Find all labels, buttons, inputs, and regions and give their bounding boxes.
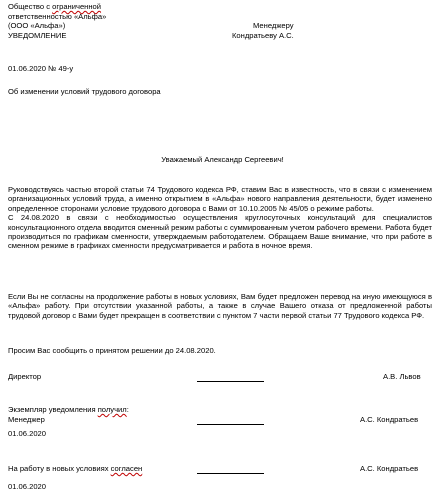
agreement-signature-line xyxy=(197,473,264,474)
recipient-name: Кондратьеву А.С. xyxy=(232,31,294,40)
recipient-title: Менеджеру xyxy=(253,21,294,30)
org-line-1: Общество с ограниченной xyxy=(8,2,102,11)
employee-title: Менеджер xyxy=(8,415,45,424)
receipt-date: 01.06.2020 xyxy=(8,429,47,438)
director-title: Директор xyxy=(8,372,42,381)
document-type: УВЕДОМЛЕНИЕ xyxy=(8,31,67,40)
copy-received-label: Экземпляр уведомления получил: xyxy=(8,405,129,414)
employee-signature-line xyxy=(197,424,264,425)
agreement-date: 01.06.2020 xyxy=(8,482,47,491)
org-line-2: ответственностью «Альфа» xyxy=(8,12,107,21)
paragraph-refusal: Если Вы не согласны на продолжение работы в новых условиях, Вам будет предложен перевод на иную имеющуюся в «Альфа» работу. При отсутствии указанной работы, а также в случае Вашего отказа от предложенной работы трудовой договор с Вами будет прекращен в соответствии с пунктом 7 части первой статьи 77 Трудового кодекса РФ. xyxy=(8,292,432,320)
employee-name: А.С. Кондратьев xyxy=(360,415,419,424)
paragraph-legal-basis: Руководствуясь частью второй статьи 74 Трудового кодекса РФ, ставим Вас в известность, что в связи с изменением организационных условий труда, а именно открытием в «Альфа» нового направления деятельности, будет изменено определенное сторонами условие трудового договора с Вами от 10.10.2005 № 45/05 о режиме работы. xyxy=(8,185,432,213)
body-text xyxy=(8,185,432,251)
paragraph-shift-mode: С 24.08.2020 в связи с необходимостью осуществления круглосуточных консультаций для специалистов консультационного отдела вводится сменный режим работы с суммированным учетом рабочего времени. Работа будет производиться по графикам сменности, утверждаемым работодателем. Обращаем Ваше внимание, что при работе в сменном режиме в графиках сменности предусматривается и работа в ночное время. xyxy=(8,213,432,251)
director-name: А.В. Львов xyxy=(383,372,421,381)
agreement-name: А.С. Кондратьев xyxy=(360,464,419,473)
paragraph-request: Просим Вас сообщить о принятом решении до 24.08.2020. xyxy=(8,346,216,355)
subject-line: Об изменении условий трудового договора xyxy=(8,87,161,96)
date-and-number: 01.06.2020 № 49-у xyxy=(8,64,74,73)
org-line-3: (ООО «Альфа») xyxy=(8,21,66,30)
director-signature-line xyxy=(197,381,264,382)
agreement-label: На работу в новых условиях согласен xyxy=(8,464,143,473)
salutation: Уважаемый Александр Сергеевич! xyxy=(161,155,284,164)
